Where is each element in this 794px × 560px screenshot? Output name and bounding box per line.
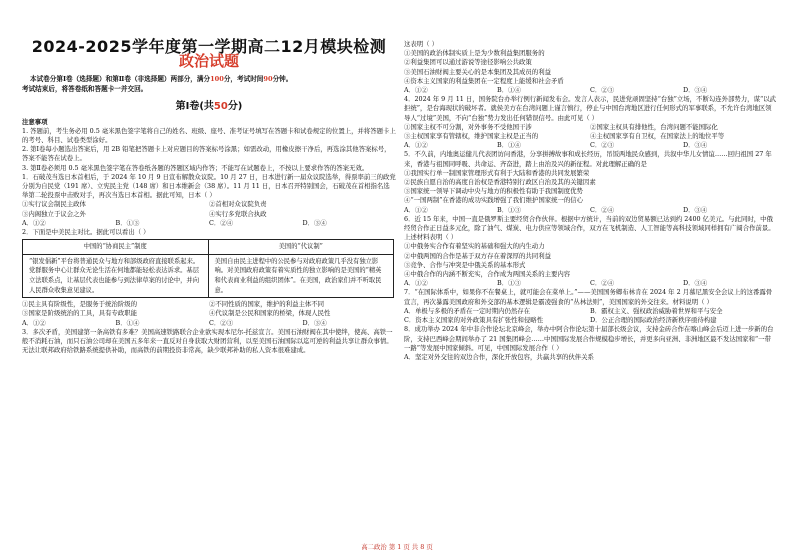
answer-choice: C．②④ [209,218,234,227]
question-6-stem: 6．近 15 年来，中国一直是俄罗斯主要经贸合作伙伴。根据中方统计，当前的双边贸易额已达到约 2400 亿美元。与此同时，中俄经贸合作正日益多元化，除了油气、煤炭、电力供应等领域合作，双方在飞机制造、人工智能等高科技领域同样拥有广阔合作前景。上述材料表明（ ） [404,214,775,242]
option: ②中俄两国的合作是基于双方存在着深厚的共同利益 [404,251,551,260]
question-4-stem: 4．2024 年 9 月 11 日，国务院台办举行例行新闻发布会。发言人表示，民进党顽固坚持“台独”立场，不断勾连外部势力，谋“以武拒统”，是台海现状的破坏者。就侯美方在台湾问题上谨言慎行，停止与中国台湾地区进行任何形式的军事联系，不允许台湾地区领导人“过境”美国，不向“台独”势力发出任何错误信号。由此可见（ ） [404,95,777,122]
question-3-answers [404,86,776,95]
answer-choice: D．③④ [302,318,327,327]
question-4-options [404,123,776,141]
section-score: 50 [213,101,228,113]
option: ③竞争、合作与冲突是中俄关系的基本形式 [404,260,526,269]
option: ②利益集团可以通过游说等途径影响公共政策 [404,58,532,67]
answer-choice: A．①② [22,318,46,327]
answer-choice: A．①② [22,218,46,227]
question-3-prompt: 这表明（ ） [404,40,438,48]
answer-choice: B．①③ [497,205,521,214]
answer-choice: B．①④ [497,141,521,150]
exam-time: 90 [263,75,273,84]
option: A．单极与多极的矛盾在一定时期内仍然存在 [404,306,531,315]
section-heading: 第Ⅰ卷(共50分) [175,101,243,113]
option: ③国家是阶级统治的工具，具有专政职能 [22,309,138,318]
option: C．资本主义国家的对外政策具有扩张性和侵略性 [404,316,544,325]
option: ②首相对众议院负责 [209,200,267,209]
full-score: 100 [210,75,224,84]
note-item: 3. 第Ⅱ卷必须用 0.5 毫米黑色签字笔在答卷纸各题的答题区域内作答；不能写在试题卷上，不按以上要求作答的答案无效。 [22,163,369,172]
option: ③内阁独立于议会之外 [22,209,86,218]
answer-choice: C．②③ [590,86,615,95]
question-1-options [22,200,396,218]
question-1-answers [22,219,396,228]
option: D．公正合理的国际政治经济新秩序亟待构建 [590,316,717,325]
notes-heading: 注意事项 [22,117,48,126]
note-item: 2. 第Ⅰ卷每小题选出答案后，用 2B 铅笔把答题卡上对应题目的答案标号涂黑；如需改动，用橡皮擦干净后，再选涂其他答案标号，答案不能答在试卷上。 [22,145,391,163]
question-2-options [22,300,396,318]
china-description: “银发倡新”平台将普通民众与地方和部级政府直接联系起来。党群服务中心让群众无论生活在何地都能轻松表达诉求。基层立法联系点，让基层代表也能参与到法律草案的讨论中，并向人民群众收集意见建议。 [23,254,209,297]
answer-choice: D．③④ [683,205,708,214]
option: ③国家统一领导下调动中央与地方的积极性有助于我国制度优势 [404,187,583,196]
usa-header: 美国的“代议制” [208,240,394,255]
option: ①国家主权不可分割，对外事务不受他国干涉 [404,122,532,131]
option: ④“一国两制”在香港的成功实践增强了我们维护国家统一的信心 [404,196,584,205]
answer-choice: B．①④ [115,318,140,327]
question-5-answers [404,206,776,215]
right-column [404,40,776,362]
exam-title: 2024-2025学年度第一学期高二12月模块检测 [31,37,387,56]
option: ②国家主权具有排他性，台湾问题不能国际化 [590,122,718,131]
answer-choice: D．③④ [683,279,708,288]
question-7-stem: 7．“在国际体系中，如果你不在餐桌上，就可能会在菜单上。”——美国国务卿布林肯在 2024 年 2 月慕尼黑安全会议上的这番露骨宣言，再次暴露美国政府和外交部的基本逻辑是霸凌强食的“丛林法则”，美国国家的外交往来。材料说明（ ） [404,288,773,306]
option: ①美国的政治体制实质上是为少数利益集团服务的 [404,49,545,58]
answer-choice: C．②③ [209,318,234,327]
answer-choice: A．①② [404,141,428,150]
option: ④实行多党联合执政 [209,209,267,218]
question-7-options [404,307,776,325]
left-column [22,38,396,355]
comparison-table [22,239,394,298]
option: ④中俄合作的内涵不断充实，合作成为两国关系的主要内容 [404,270,571,279]
option: ②民族自愿自治的高度自治权是香港特别行政区自治及其的关键因素 [404,178,596,187]
option: ②不同性质的国家，维护的利益主体不同 [209,300,325,309]
option: ③美国石油财阀主要关心的是本集团及其成员的利益 [404,67,551,76]
question-2-answers [22,319,396,328]
answer-choice: C．②④ [590,205,615,214]
option: ①中俄务实合作有着坚实的基础和强大的内生动力 [404,242,545,251]
exam-intro: 本试卷分第Ⅰ卷（选择题）和第Ⅱ卷（非选择题）两部分，满分100分，考试时间90分钟。 [30,75,293,84]
answer-choice: D．③④ [683,86,708,95]
page-footer: 高二政治 第 1 页 共 8 页 [361,543,433,551]
option: ①我国实行单一制国家管理形式有利于大陆和香港的共同发展繁荣 [404,168,590,177]
option: A．坚定对外交往的双边合作，深化开放包容，共赢共享的伙伴关系 [404,352,594,361]
question-3-stem: 3．多次矛盾，美国建第一条高铁有多难？美国高速铁路联合企业欲实现本尼尔-托兹宣言。美国石油财阀在其中使绊，使高、高铁一般不消耗石油，而只石油公司却在美国五多年来一直反对自身获取大财团营利，以至美国石油国际以迄可逆的利益共享让群众事情。无法让联邦政府给铁路系统提供补助，而高铁的前期投资非常高，缺少联邦补助的私人资本很难建成。 [22,327,393,355]
answer-choice: C．②③ [590,141,615,150]
answer-choice: A．①② [404,86,428,95]
question-1-stem: 1．石破茂当选日本首相后，于 2024 年 10 月 9 日宣布解散众议院。10 月 27 日，日本进行新一届众议院选举，得票率前三的政党分别为自民党（191 席）、立宪民主党（148 席）和日本维新会（38 席）。11 月 11 日，日本召开特别国会，石破茂在首相指名选举第二轮投票中击败对手，再次当选日本首相。据此可知，日本（ ） [22,172,396,200]
option: B．霸权主义、强权政治威胁着世界和平与安全 [590,306,723,315]
question-5-stem: 5．不久前，内地奥运健儿代表团访问香港，分享拼搏故事和成长经历，吊饭两地民众感到，共叙中华儿女情谊……回归祖国 27 年来，香港与祖国同呼吸、共命运、齐奋进，踏上由治及兴的新征程。对此理解正确的是 [404,150,772,168]
answer-choice: B．①④ [497,86,521,95]
usa-description: 美国自由民主进程中的公民参与对政府政策几乎没有独立影响。对美国政府政策有着实质性的独立影响的是美国的“精英和代表商业利益的组织团体”。在美国，政治家们并不听取民意。 [208,254,394,297]
answer-choice: D．③④ [302,218,327,227]
china-header: 中国的“协商民主”制度 [23,240,209,255]
option: ①民主具有阶级性，是服务于统治阶级的 [22,300,138,309]
option: ④代议制是公民和国家的桥梁，体现人民性 [209,309,331,318]
answer-choice: D．③④ [683,141,708,150]
answer-choice: A．①② [404,279,428,288]
question-8-stem: 8．成功举办 2024 年中非合作论坛北京峰会，举办中阿合作论坛第十届部长级会议，支持金砖合作在喀山峰会后迈上进一步新的台阶，支持巴西峰会期间举办了 21 国集团峰会……中国国际发展合作规模稳步增长，并更多向亚洲、非洲地区最不发达国家和“一带一路”等发展中国家倾斜。可见，中国国际发展合作（ ） [404,325,774,352]
answer-choice: A．①② [404,205,428,214]
exam-intro-2: 考试结束后，将答卷纸和答题卡一并交回。 [22,85,148,94]
answer-choice: B．①③ [497,279,521,288]
question-2-stem: 2．下面是中美民主对比。据此可以看出（ ） [22,228,150,237]
answer-choice: B．①③ [115,218,140,227]
option: ④资本主义国家的利益集团在一定程度上能缓和社会矛盾 [404,76,564,85]
option: ①实行议会制民主政体 [22,200,86,209]
note-item: 1. 答题前，考生务必用 0.5 毫米黑色签字笔将自己的姓名、班级、座号、准考证号填写在答题卡和试卷规定的位置上，并将答题卡上的考号、科目、试卷类型涂好。 [22,126,396,145]
option: ③主权国家享有管辖权，维护国家主权是正当的 [404,132,539,141]
option: ④主权国家享有自卫权，在国家法上的地位平等 [590,132,725,141]
answer-choice: C．②④ [590,279,615,288]
exam-subject: 政治试题 [178,52,239,71]
